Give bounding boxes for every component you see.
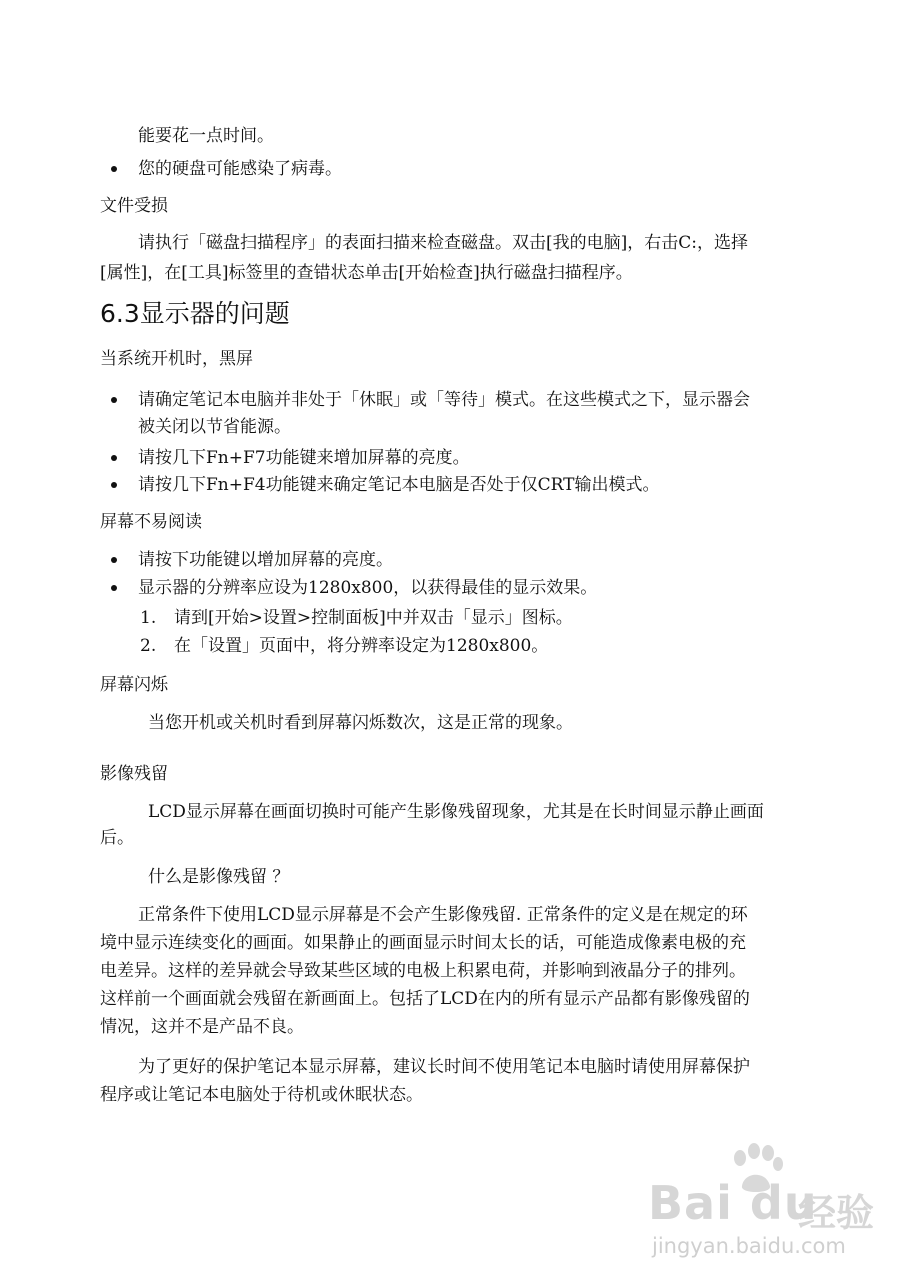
watermark-url: jingyan.baidu.com [652,1234,846,1258]
paragraph-continued: 情况，这并不是产品不良。 [100,1017,304,1037]
numbered-item: 请到[开始>设置>控制面板]中并双击「显示」图标。 [174,608,573,628]
paragraph-continued: 这样前一个画面就会残留在新画面上。包括了LCD在内的所有显示产品都有影像残留的 [100,989,750,1009]
question-line: 什么是影像残留 ？ [148,867,290,887]
bullet-dot [111,482,117,488]
bullet-text-continued: 被关闭以节省能源。 [138,417,291,437]
paragraph-continued: 后。 [100,828,134,848]
subheading-file-damaged: 文件受损 [100,196,168,216]
bullet-text: 请确定笔记本电脑并非处于「休眠」或「等待」模式。在这些模式之下，显示器会 [138,390,750,410]
subheading-image-retention: 影像残留 [100,764,168,784]
bullet-dot [111,397,117,403]
subheading-hard-to-read: 屏幕不易阅读 [100,512,202,532]
bullet-dot [111,166,117,172]
list-number: 1. [140,608,157,628]
paragraph-continued: 电差异。这样的差异就会导致某些区域的电极上积累电荷，并影响到液晶分子的排列。 [100,961,746,981]
text-line: 能要花一点时间。 [138,126,274,146]
bullet-text: 您的硬盘可能感染了病毒。 [138,159,342,179]
paragraph: 当您开机或关机时看到屏幕闪烁数次，这是正常的现象。 [148,713,573,733]
text-line: [属性]，在[工具]标签里的查错状态单击[开始检查]执行磁盘扫描程序。 [100,263,633,283]
bullet-dot [111,585,117,591]
subheading-flicker: 屏幕闪烁 [100,675,168,695]
bullet-text: 显示器的分辨率应设为1280x800，以获得最佳的显示效果。 [138,578,598,598]
bullet-text: 请按几下Fn+F4功能键来确定笔记本电脑是否处于仅CRT输出模式。 [138,475,660,495]
bullet-dot [111,455,117,461]
bullet-text: 请按几下Fn+F7功能键来增加屏幕的亮度。 [138,448,470,468]
bullet-text: 请按下功能键以增加屏幕的亮度。 [138,550,393,570]
paragraph: 为了更好的保护笔记本显示屏幕，建议长时间不使用笔记本电脑时请使用屏幕保护 [138,1057,750,1077]
subheading-black-screen: 当系统开机时，黑屏 [100,349,253,369]
paragraph-continued: 境中显示连续变化的画面。如果静止的画面显示时间太长的话，可能造成像素电极的充 [100,933,746,953]
watermark-jingyan: 经验 [798,1191,875,1235]
numbered-item: 在「设置」页面中，将分辨率设定为1280x800。 [174,636,549,656]
section-title: 6.3显示器的问题 [100,299,290,328]
bullet-dot [111,557,117,563]
paragraph-continued: 程序或让笔记本电脑处于待机或休眠状态。 [100,1085,423,1105]
text-line: 请执行「磁盘扫描程序」的表面扫描来检查磁盘。双击[我的电脑]，右击C:，选择 [138,233,748,253]
list-number: 2. [140,636,157,656]
watermark-logo: Bai du [648,1176,818,1230]
baidu-watermark [648,1142,888,1260]
paragraph: LCD显示屏幕在画面切换时可能产生影像残留现象，尤其是在长时间显示静止画面 [148,802,764,822]
paragraph: 正常条件下使用LCD显示屏幕是不会产生影像残留. 正常条件的定义是在规定的环 [138,905,748,925]
